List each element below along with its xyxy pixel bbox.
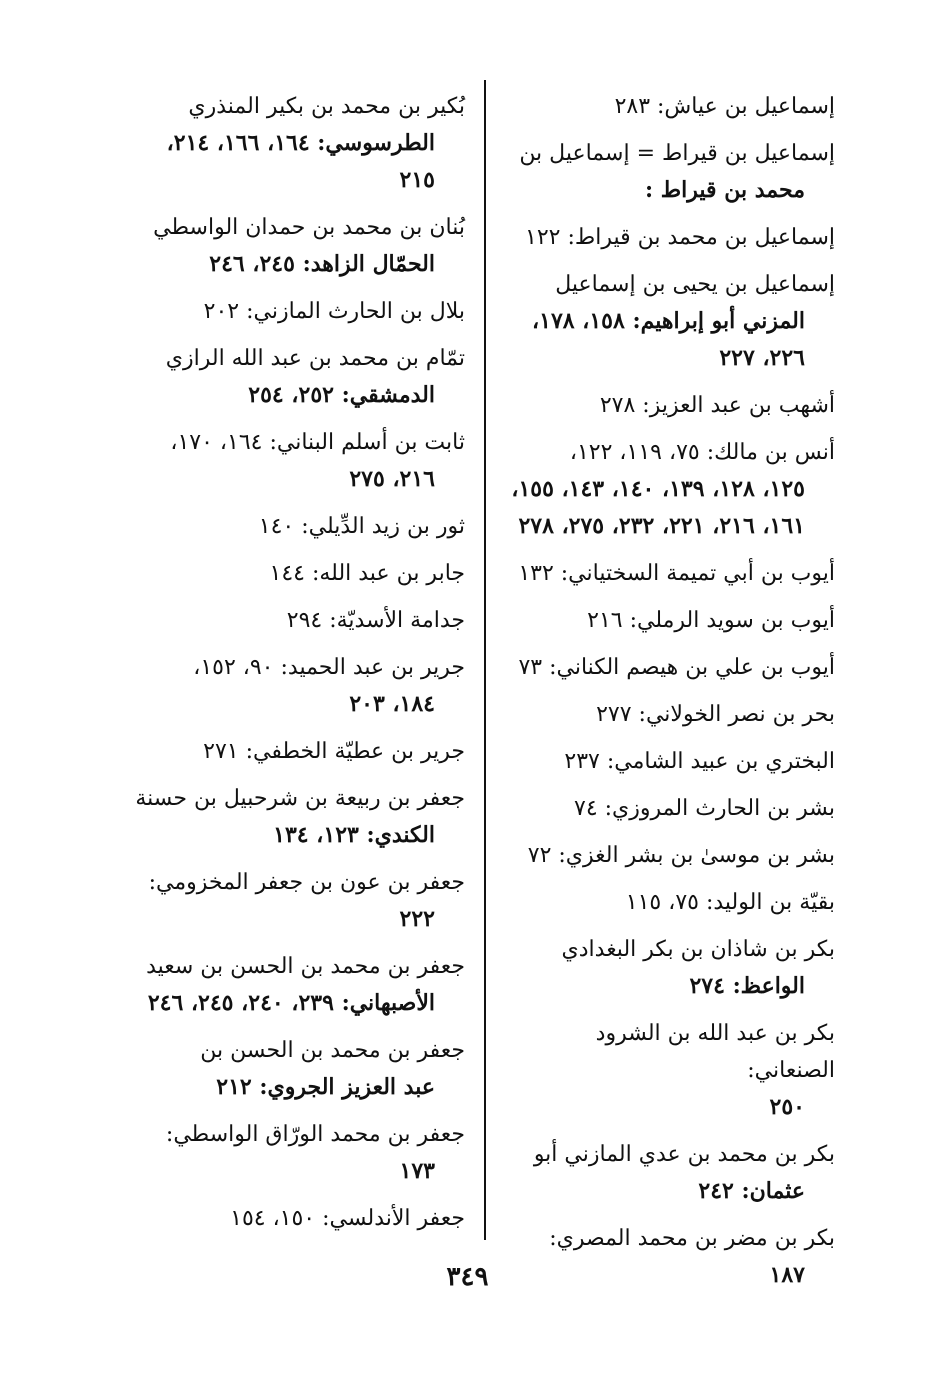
entry-continuation: الطرسوسي: ١٦٤، ١٦٦، ٢١٤، ٢١٥ bbox=[166, 130, 435, 193]
entry-head: البختري بن عبيد الشامي: ٢٣٧ bbox=[564, 749, 835, 774]
entry-head: ثابت بن أسلم البناني: ١٦٤، ١٧٠، bbox=[170, 430, 465, 455]
entry-continuation: الكندي: ١٢٣، ١٣٤ bbox=[273, 822, 435, 848]
index-entry bbox=[505, 1015, 835, 1126]
index-entry bbox=[135, 649, 465, 723]
entry-continuation: الحمّال الزاهد: ٢٤٥، ٢٤٦ bbox=[209, 251, 435, 277]
entry-head: جرير بن عطيّة الخطفي: ٢٧١ bbox=[203, 739, 465, 764]
index-entry bbox=[135, 424, 465, 498]
entry-continuation: ١٨٤، ٢٠٣ bbox=[349, 691, 435, 717]
entry-head: بلال بن الحارث المازني: ٢٠٢ bbox=[203, 299, 465, 324]
entry-head: بكر بن محمد بن عدي المازني أبو bbox=[533, 1142, 835, 1167]
index-entry bbox=[505, 266, 835, 377]
column-divider bbox=[484, 80, 486, 1240]
entry-head: بُكير بن محمد بن بكير المنذري bbox=[188, 94, 465, 119]
entry-continuation: ٢٢٢ bbox=[399, 906, 435, 932]
entry-continuation: ١٨٧ bbox=[769, 1262, 805, 1288]
entry-continuation: المزني أبو إبراهيم: ١٥٨، ١٧٨، ٢٢٦، ٢٢٧ bbox=[532, 308, 805, 371]
index-column-left bbox=[135, 88, 465, 1247]
entry-continuation: ٢١٦، ٢٧٥ bbox=[349, 466, 435, 492]
entry-continuation: عبد العزيز الجروي: ٢١٢ bbox=[216, 1074, 435, 1100]
entry-head: إسماعيل بن قيراط = إسماعيل بن bbox=[519, 141, 835, 166]
index-entry bbox=[505, 602, 835, 639]
entry-head: جعفر بن ربيعة بن شرحبيل بن حسنة bbox=[135, 786, 465, 811]
index-entry bbox=[505, 135, 835, 209]
index-entry bbox=[135, 88, 465, 199]
index-entry bbox=[505, 884, 835, 921]
index-entry bbox=[135, 1200, 465, 1237]
entry-head: بكر بن عبد الله بن الشرود الصنعاني: bbox=[595, 1021, 835, 1083]
entry-head: جعفر بن محمد بن الحسن بن bbox=[200, 1038, 465, 1063]
entry-head: إسماعيل بن عياش: ٢٨٣ bbox=[614, 94, 835, 119]
page-number: ٣٤٩ bbox=[446, 1262, 489, 1292]
index-entry bbox=[505, 743, 835, 780]
entry-head: ثور بن زيد الدِّيلي: ١٤٠ bbox=[258, 514, 465, 539]
entry-head: إسماعيل بن محمد بن قيراط: ١٢٢ bbox=[525, 225, 835, 250]
index-entry bbox=[135, 209, 465, 283]
index-entry bbox=[135, 1032, 465, 1106]
entry-head: جابر بن عبد الله: ١٤٤ bbox=[269, 561, 465, 586]
index-entry bbox=[505, 434, 835, 545]
entry-head: جعفر بن عون بن جعفر المخزومي: bbox=[148, 870, 465, 895]
entry-head: بشر بن الحارث المروزي: ٧٤ bbox=[574, 796, 835, 821]
index-entry bbox=[135, 733, 465, 770]
entry-head: بكر بن مضر بن محمد المصري: bbox=[549, 1226, 835, 1251]
entry-head: جدامة الأسديّة: ٢٩٤ bbox=[286, 608, 465, 633]
entry-continuation: الواعظ: ٢٧٤ bbox=[689, 973, 805, 999]
index-entry bbox=[505, 696, 835, 733]
entry-head: بشر بن موسىٰ بن بشر الغزي: ٧٢ bbox=[527, 843, 835, 868]
index-entry bbox=[135, 864, 465, 938]
entry-head: جعفر بن محمد بن الحسن بن سعيد bbox=[146, 954, 465, 979]
index-entry bbox=[505, 387, 835, 424]
entry-head: تمّام بن محمد بن عبد الله الرازي bbox=[165, 346, 465, 371]
index-entry bbox=[135, 780, 465, 854]
index-entry bbox=[505, 837, 835, 874]
index-entry bbox=[135, 555, 465, 592]
entry-head: بقيّة بن الوليد: ٧٥، ١١٥ bbox=[625, 890, 835, 915]
index-entry bbox=[505, 219, 835, 256]
entry-continuation: ١٢٥، ١٢٨، ١٣٩، ١٤٠، ١٤٣، ١٥٥، ١٦١، ٢١٦، ٢٢١، ٢٣٢، ٢٧٥، ٢٧٨ bbox=[511, 476, 805, 539]
index-entry bbox=[505, 790, 835, 827]
entry-head: بحر بن نصر الخولاني: ٢٧٧ bbox=[596, 702, 835, 727]
entry-continuation: عثمان: ٢٤٢ bbox=[698, 1178, 805, 1204]
index-entry bbox=[505, 1136, 835, 1210]
entry-head: بُنان بن محمد بن حمدان الواسطي bbox=[153, 215, 465, 240]
entry-head: إسماعيل بن يحيى بن إسماعيل bbox=[555, 272, 835, 297]
entry-head: جعفر الأندلسي: ١٥٠، ١٥٤ bbox=[230, 1206, 465, 1231]
entry-continuation: ٢٥٠ bbox=[769, 1094, 805, 1120]
index-entry bbox=[505, 88, 835, 125]
index-entry bbox=[135, 293, 465, 330]
entry-head: بكر بن شاذان بن بكر البغدادي bbox=[561, 937, 835, 962]
entry-continuation: الدمشقي: ٢٥٢، ٢٥٤ bbox=[248, 382, 435, 408]
index-entry bbox=[135, 508, 465, 545]
entry-head: جعفر بن محمد الورّاق الواسطي: bbox=[165, 1122, 465, 1147]
index-entry bbox=[505, 931, 835, 1005]
entry-head: أيوب بن علي بن هيصم الكناني: ٧٣ bbox=[518, 655, 835, 680]
entry-continuation: محمد بن قيراط : bbox=[645, 177, 805, 203]
entry-head: أشهب بن عبد العزيز: ٢٧٨ bbox=[599, 393, 835, 418]
index-entry bbox=[135, 1116, 465, 1190]
entry-head: جرير بن عبد الحميد: ٩٠، ١٥٢، bbox=[193, 655, 465, 680]
entry-head: أيوب بن سويد الرملي: ٢١٦ bbox=[587, 608, 835, 633]
index-column-right bbox=[505, 88, 835, 1304]
index-entry bbox=[135, 948, 465, 1022]
entry-head: أيوب بن أبي تميمة السختياني: ١٣٢ bbox=[518, 561, 835, 586]
index-entry bbox=[505, 555, 835, 592]
entry-continuation: الأصبهاني: ٢٣٩، ٢٤٠، ٢٤٥، ٢٤٦ bbox=[147, 990, 435, 1016]
entry-head: أنس بن مالك: ٧٥، ١١٩، ١٢٢، bbox=[569, 440, 835, 465]
index-entry bbox=[505, 649, 835, 686]
entry-continuation: ١٧٣ bbox=[399, 1158, 435, 1184]
index-entry bbox=[135, 602, 465, 639]
index-entry bbox=[135, 340, 465, 414]
